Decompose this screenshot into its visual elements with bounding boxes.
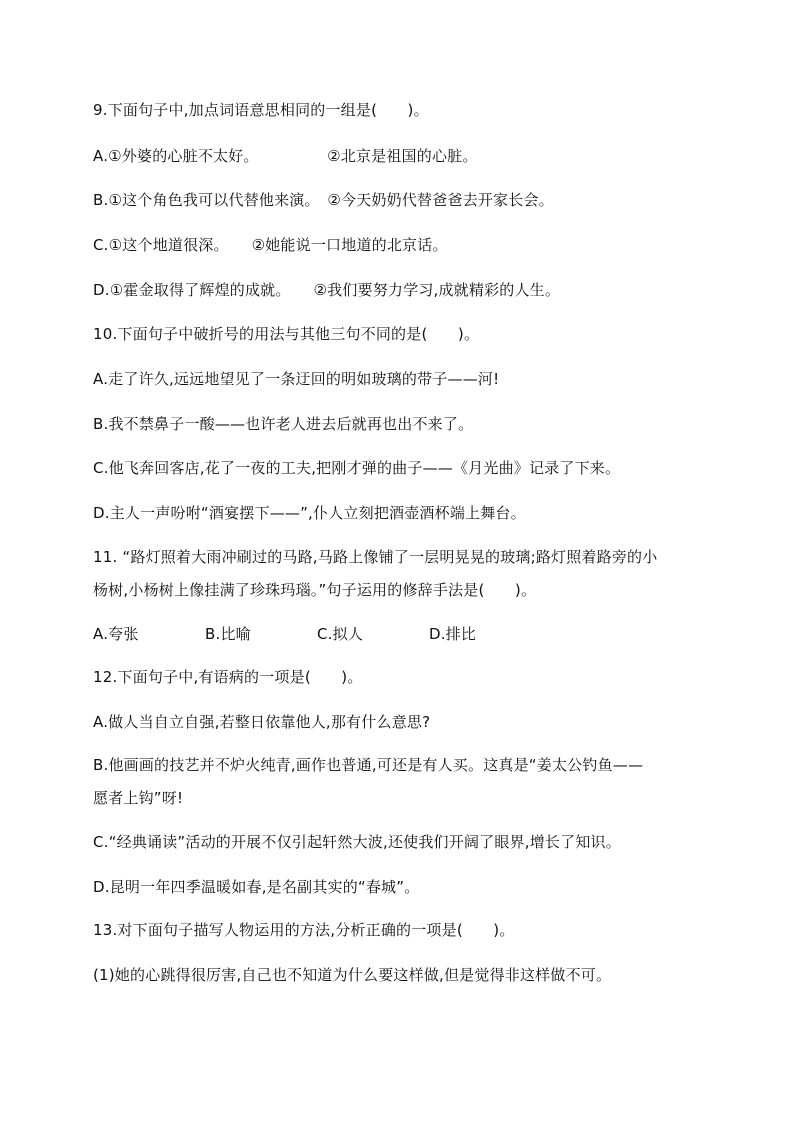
question-10-option-b: B.我不禁鼻子一酸——也许老人进去后就再也出不来了。 xyxy=(93,415,474,433)
question-9-option-b: B.①这个角色我可以代替他来演。 ②今天奶奶代替爸爸去开家长会。 xyxy=(93,191,554,209)
question-12-option-b-line-2: 愿者上钩”呀! xyxy=(93,789,184,807)
question-11-option-a: A.夸张 xyxy=(93,625,139,643)
question-10-stem: 10.下面句子中破折号的用法与其他三句不同的是( )。 xyxy=(93,325,480,343)
question-12-stem: 12.下面句子中,有语病的一项是( )。 xyxy=(93,668,363,686)
question-12-option-b-line-1: B.他画画的技艺并不炉火纯青,画作也普通,可还是有人买。这真是“姜太公钓鱼—— xyxy=(93,756,644,774)
question-11-option-d: D.排比 xyxy=(429,625,477,643)
question-12-option-c: C.“经典诵读”活动的开展不仅引起轩然大波,还使我们开阔了眼界,增长了知识。 xyxy=(93,833,621,851)
question-9-option-a: A.①外婆的心脏不太好。 ②北京是祖国的心脏。 xyxy=(93,147,478,165)
question-10-option-c: C.他飞奔回客店,花了一夜的工夫,把刚才弹的曲子——《月光曲》记录了下来。 xyxy=(93,459,621,477)
question-11-stem-line-1: 11. “路灯照着大雨冲刷过的马路,马路上像铺了一层明晃晃的玻璃;路灯照着路旁的小 xyxy=(93,548,658,566)
question-9-option-c: C.①这个地道很深。 ②她能说一口地道的北京话。 xyxy=(93,236,448,254)
question-10-option-d: D.主人一声吩咐“酒宴摆下——”,仆人立刻把酒壶酒杯端上舞台。 xyxy=(93,504,526,522)
question-13-sentence-1: (1)她的心跳得很厉害,自己也不知道为什么要这样做,但是觉得非这样做不可。 xyxy=(93,966,612,984)
question-12-option-a: A.做人当自立自强,若整日依靠他人,那有什么意思? xyxy=(93,713,431,731)
question-10-option-a: A.走了许久,远远地望见了一条迂回的明如玻璃的带子——河! xyxy=(93,370,500,388)
question-11-stem-line-2: 杨树,小杨树上像挂满了珍珠玛瑙。”句子运用的修辞手法是( )。 xyxy=(93,581,537,599)
question-13-stem: 13.对下面句子描写人物运用的方法,分析正确的一项是( )。 xyxy=(93,921,515,939)
question-9-stem: 9.下面句子中,加点词语意思相同的一组是( )。 xyxy=(93,101,429,119)
question-9-option-d: D.①霍金取得了辉煌的成就。 ②我们要努力学习,成就精彩的人生。 xyxy=(93,281,561,299)
question-11-option-b: B.比喻 xyxy=(205,625,251,643)
question-11-options xyxy=(93,624,476,644)
question-12-option-d: D.昆明一年四季温暖如春,是名副其实的“春城”。 xyxy=(93,878,420,896)
question-11-option-c: C.拟人 xyxy=(317,625,364,643)
